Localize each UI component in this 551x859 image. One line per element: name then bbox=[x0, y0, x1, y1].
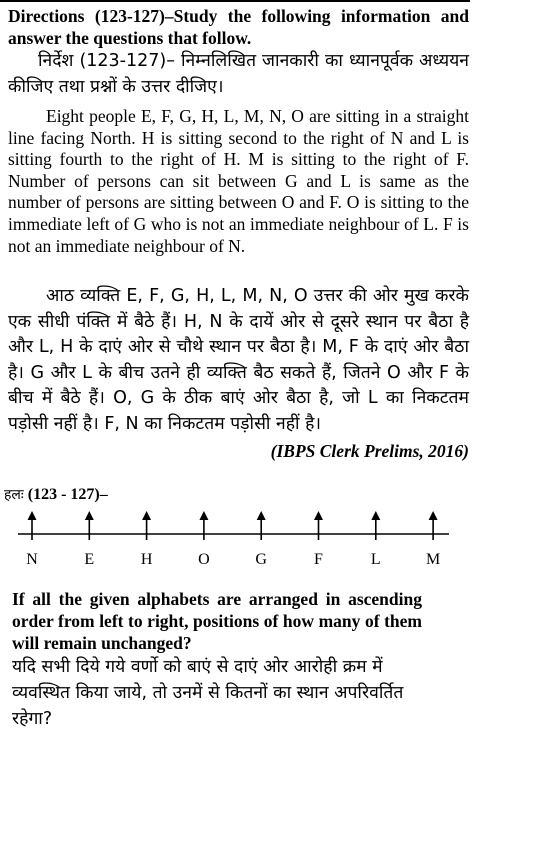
citation: (IBPS Clerk Prelims, 2016) bbox=[270, 441, 469, 461]
directions-heading-hi: निर्देश (123-127)– निम्नलिखित जानकारी का ध्यानपूर्वक अध्ययन कीजिए तथा प्रश्नों के उत्तर दीजिए। bbox=[8, 51, 469, 97]
top-rule bbox=[0, 0, 470, 2]
passage-en: Eight people E, F, G, H, L, M, N, O are sitting in a straight line facing North. H is sitting second to the right of N and L is sitting fourth to the right of H. M is sitting to the right of F. Number of persons can sit between G and L is same as the number of persons are sitting between O and F. O is sitting to the immediate left of G who is not an immediate neighbour of L. F is not an immediate neighbour of N. bbox=[8, 106, 469, 256]
solution-label bbox=[4, 485, 108, 504]
question-en: If all the given alphabets are arranged in ascending order from left to right, positions of how many of them will remain unchanged? bbox=[12, 589, 422, 653]
north-arrow-icon bbox=[257, 511, 266, 520]
passage-hi: आठ व्यक्ति E, F, G, H, L, M, N, O उत्तर की ओर मुख करके एक सीधी पंक्ति में बैठे हैं। H, N के दायें ओर से दूसरे स्थान पर बैठा है और L, H के दाएं ओर से चौथे स्थान पर बैठा है। M, F के दाएं ओर बैठा है। G और L के बीच उतने ही व्यक्ति बैठ सकते हैं, जितने O और F के बीच में बैठे हैं। O, G के ठीक बाएं ओर बैठा है, जो L का निकटतम पड़ोसी नहीं है। F, N का निकटतम पड़ोसी नहीं है। bbox=[8, 286, 469, 434]
seating-diagram bbox=[0, 505, 551, 575]
person-label: H bbox=[140, 551, 153, 568]
north-arrow-icon bbox=[85, 511, 94, 520]
solution-label-hi: हलः bbox=[4, 487, 24, 503]
person-label: L bbox=[370, 551, 381, 568]
person-label: O bbox=[198, 551, 210, 568]
north-arrow-icon bbox=[28, 511, 37, 520]
person-label: G bbox=[255, 551, 267, 568]
person-label: N bbox=[26, 551, 38, 568]
north-arrow-icon bbox=[314, 511, 323, 520]
directions-heading-en: Directions (123-127)–Study the following information and answer the questions that follow. bbox=[8, 6, 469, 48]
north-arrow-icon bbox=[199, 511, 208, 520]
question-hi: यदि सभी दिये गये वर्णो को बाएं से दाएं ओर आरोही क्रम में व्यवस्थित किया जाये, तो उनमें से कितनों का स्थान अपरिवर्तित रहेगा? bbox=[12, 657, 404, 729]
person-label: E bbox=[84, 551, 95, 568]
person-label: M bbox=[425, 551, 441, 568]
north-arrow-icon bbox=[142, 511, 151, 520]
north-arrow-icon bbox=[371, 511, 380, 520]
solution-label-range: (123 - 127)– bbox=[27, 486, 108, 503]
north-arrow-icon bbox=[429, 511, 438, 520]
person-label: F bbox=[314, 551, 323, 568]
